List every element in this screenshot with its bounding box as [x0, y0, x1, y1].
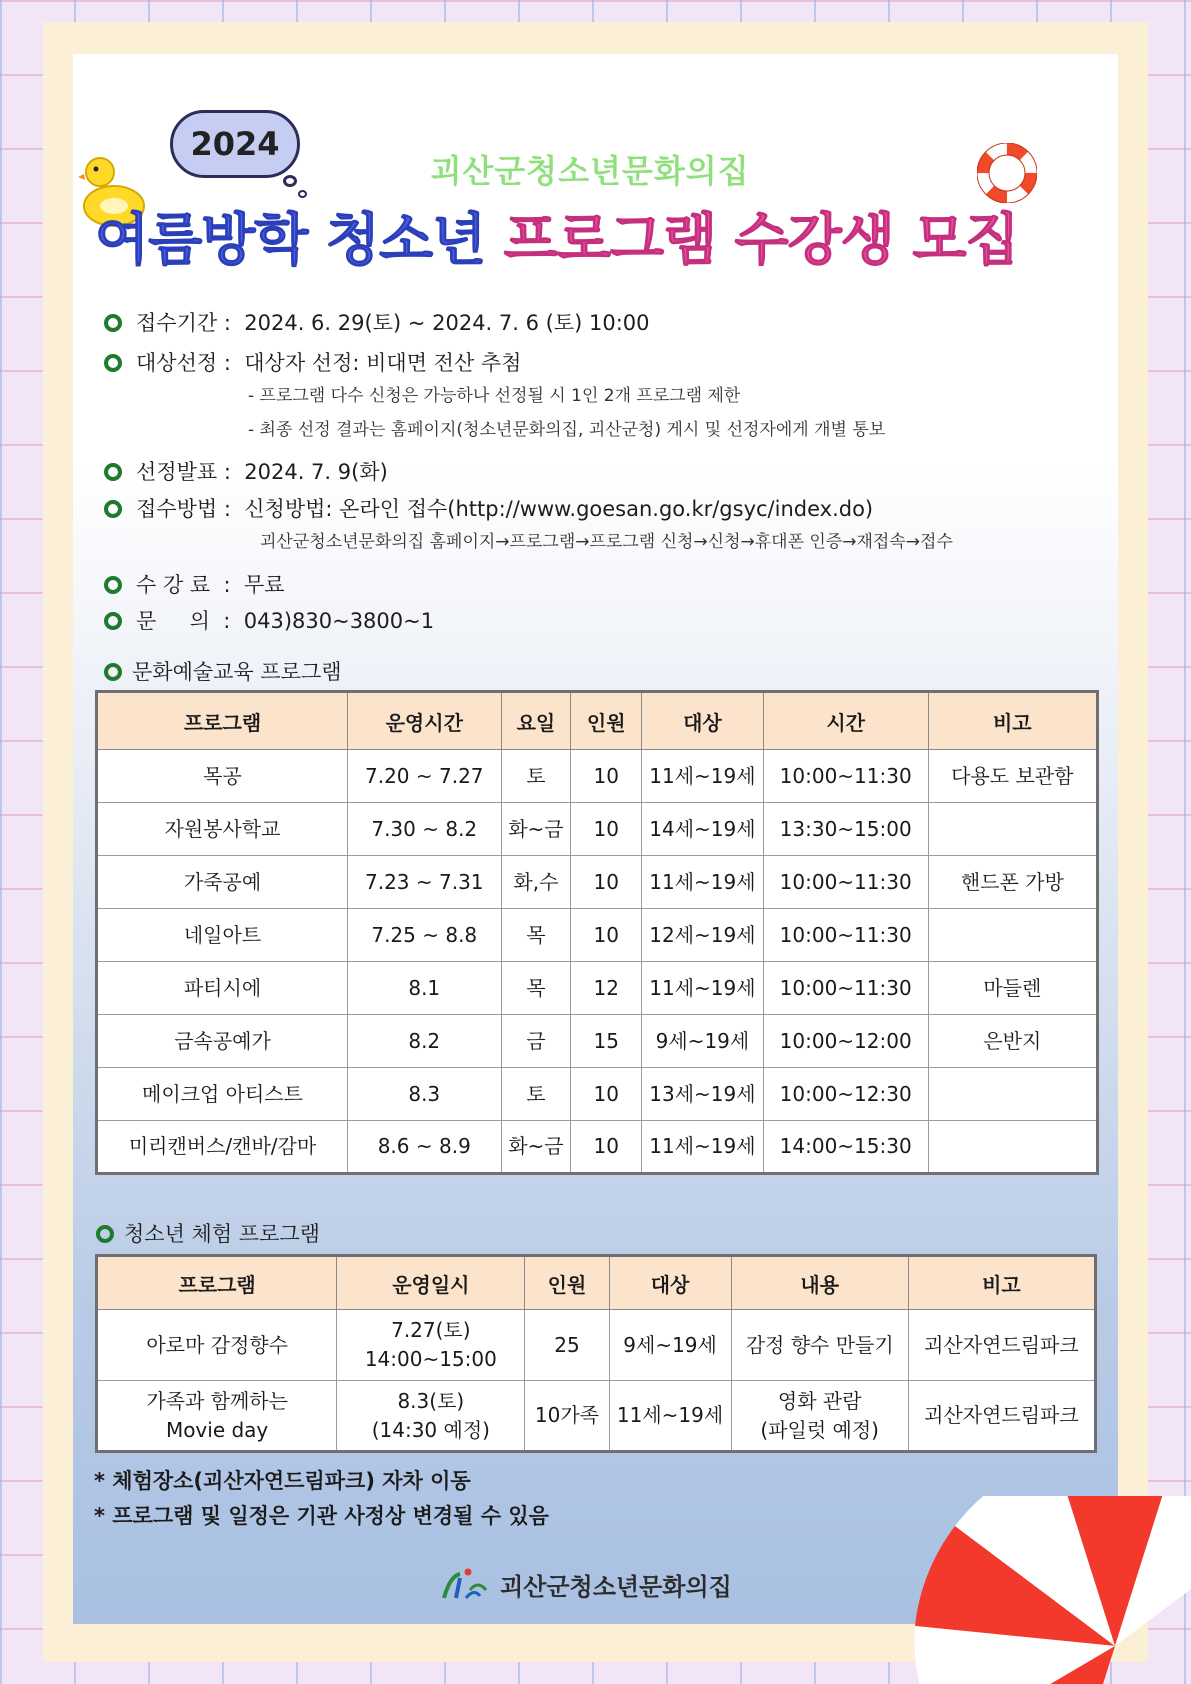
- info-period: [104, 307, 650, 337]
- column-header: 인원: [525, 1256, 609, 1310]
- cell-people: 12: [571, 962, 642, 1015]
- cell-day: 목: [501, 962, 571, 1015]
- cell-note: 은반지: [928, 1015, 1097, 1068]
- column-header: 운영일시: [337, 1256, 525, 1310]
- organization-logo-icon: [440, 1566, 492, 1602]
- column-header: 프로그램: [97, 1256, 337, 1310]
- note-location: * 체험장소(괴산자연드림파크) 자차 이동: [94, 1469, 471, 1493]
- column-header: 대상: [642, 692, 764, 750]
- cell-period: 8.3: [348, 1068, 502, 1121]
- beach-umbrella-icon: [905, 1496, 1191, 1684]
- cell-target: 11세~19세: [642, 750, 764, 803]
- year-cloud: [170, 110, 300, 178]
- cell-program: 네일아트: [97, 909, 348, 962]
- cell-day: 토: [501, 1068, 571, 1121]
- cell-people: 10가족: [525, 1381, 609, 1452]
- cell-time: 14:00~15:30: [763, 1121, 928, 1174]
- cell-target: 11세~19세: [642, 962, 764, 1015]
- cell-program: 미리캔버스/캔바/감마: [97, 1121, 348, 1174]
- contact-label: 문 의 :: [136, 609, 231, 633]
- life-ring-icon: [977, 143, 1037, 203]
- contact-value: 043)830~3800~1: [243, 609, 435, 633]
- column-header: 내용: [731, 1256, 908, 1310]
- cell-content: 영화 관람 (파일럿 예정): [731, 1381, 908, 1452]
- cell-day: 목: [501, 909, 571, 962]
- cell-people: 10: [571, 1068, 642, 1121]
- footer-org-name: 괴산군청소년문화의집: [500, 1572, 732, 1601]
- table-header-row: [97, 692, 1098, 750]
- column-header: 대상: [609, 1256, 731, 1310]
- column-header: 비고: [928, 692, 1097, 750]
- method-path: 괴산군청소년문화의집 홈페이지→프로그램→프로그램 신청→신청→휴대폰 인증→재접속→접수: [260, 532, 953, 552]
- column-header: 프로그램: [97, 692, 348, 750]
- table-row: [97, 1068, 1098, 1121]
- table-row: [97, 1121, 1098, 1174]
- culture-program-table: [95, 690, 1099, 1175]
- selection-label: 대상선정 :: [136, 351, 231, 375]
- period-value: 2024. 6. 29(토) ~ 2024. 7. 6 (토) 10:00: [244, 311, 650, 335]
- table-row: [97, 909, 1098, 962]
- cell-people: 10: [571, 803, 642, 856]
- cell-note: [928, 803, 1097, 856]
- announce-label: 선정발표 :: [136, 460, 231, 484]
- info-method: [104, 493, 873, 523]
- cell-period: 7.25 ~ 8.8: [348, 909, 502, 962]
- bullet-icon: [96, 1225, 114, 1243]
- cell-period: 8.2: [348, 1015, 502, 1068]
- cell-target: 11세~19세: [642, 856, 764, 909]
- bullet-icon: [104, 463, 122, 481]
- cell-time: 10:00~11:30: [763, 856, 928, 909]
- cell-program: 아로마 감정향수: [97, 1310, 337, 1381]
- table-header-row: [97, 1256, 1096, 1310]
- period-label: 접수기간 :: [136, 311, 231, 335]
- selection-value: 대상자 선정: 비대면 전산 추첨: [244, 351, 522, 375]
- bullet-icon: [104, 612, 122, 630]
- table-row: [97, 1015, 1098, 1068]
- cell-people: 10: [571, 856, 642, 909]
- selection-note-1: - 프로그램 다수 신청은 가능하나 선정될 시 1인 2개 프로그램 제한: [248, 386, 741, 406]
- cell-people: 10: [571, 750, 642, 803]
- note-schedule: * 프로그램 및 일정은 기관 사정상 변경될 수 있음: [94, 1504, 549, 1528]
- column-header: 요일: [501, 692, 571, 750]
- cell-date: 7.27(토) 14:00~15:00: [337, 1310, 525, 1381]
- cell-note: 괴산자연드림파크: [908, 1310, 1095, 1381]
- organization-title: 괴산군청소년문화의집: [430, 152, 750, 190]
- cell-program: 메이크업 아티스트: [97, 1068, 348, 1121]
- cell-time: 10:00~11:30: [763, 962, 928, 1015]
- cell-program: 가죽공예: [97, 856, 348, 909]
- info-announce: [104, 456, 388, 486]
- cell-day: 토: [501, 750, 571, 803]
- main-title-part2: 프로그램 수강생 모집: [503, 208, 1019, 273]
- experience-program-table: [95, 1254, 1097, 1453]
- experience-section-heading: 청소년 체험 프로그램: [96, 1218, 320, 1248]
- year-label: 2024: [190, 125, 280, 163]
- table-row: [97, 962, 1098, 1015]
- cell-target: 13세~19세: [642, 1068, 764, 1121]
- info-contact: [104, 605, 434, 635]
- culture-section-heading: 문화예술교육 프로그램: [104, 656, 342, 686]
- table-row: [97, 1310, 1096, 1381]
- main-title-part1: 여름방학 청소년: [95, 208, 486, 273]
- cell-day: 화~금: [501, 1121, 571, 1174]
- bullet-icon: [104, 314, 122, 332]
- cell-target: 12세~19세: [642, 909, 764, 962]
- cell-note: [928, 1068, 1097, 1121]
- cell-time: 10:00~11:30: [763, 909, 928, 962]
- bullet-icon: [104, 576, 122, 594]
- cell-day: 화,수: [501, 856, 571, 909]
- cloud-bubble-icon: [283, 175, 297, 187]
- cell-target: 9세~19세: [609, 1310, 731, 1381]
- cell-note: [928, 909, 1097, 962]
- table-row: [97, 803, 1098, 856]
- cell-target: 11세~19세: [642, 1121, 764, 1174]
- bullet-icon: [104, 500, 122, 518]
- cell-period: 7.30 ~ 8.2: [348, 803, 502, 856]
- cell-note: [928, 1121, 1097, 1174]
- fee-label: 수 강 료 :: [136, 573, 231, 597]
- table-row: [97, 856, 1098, 909]
- cell-note: 핸드폰 가방: [928, 856, 1097, 909]
- cell-note: 괴산자연드림파크: [908, 1381, 1095, 1452]
- fee-value: 무료: [244, 573, 285, 597]
- cell-period: 8.1: [348, 962, 502, 1015]
- method-value: 신청방법: 온라인 접수(http://www.goesan.go.kr/gsyc/index.do): [244, 497, 874, 521]
- cell-program: 자원봉사학교: [97, 803, 348, 856]
- cell-note: 마들렌: [928, 962, 1097, 1015]
- announce-value: 2024. 7. 9(화): [244, 460, 388, 484]
- column-header: 인원: [571, 692, 642, 750]
- cell-period: 8.6 ~ 8.9: [348, 1121, 502, 1174]
- table-row: [97, 750, 1098, 803]
- cell-program: 파티시에: [97, 962, 348, 1015]
- cell-people: 10: [571, 909, 642, 962]
- info-selection: [104, 347, 521, 377]
- cell-target: 11세~19세: [609, 1381, 731, 1452]
- cell-time: 10:00~11:30: [763, 750, 928, 803]
- cell-day: 금: [501, 1015, 571, 1068]
- table-row: [97, 1381, 1096, 1452]
- cell-program: 목공: [97, 750, 348, 803]
- cell-period: 7.20 ~ 7.27: [348, 750, 502, 803]
- cell-period: 7.23 ~ 7.31: [348, 856, 502, 909]
- main-title: [95, 196, 1105, 273]
- cell-note: 다용도 보관함: [928, 750, 1097, 803]
- cell-time: 10:00~12:00: [763, 1015, 928, 1068]
- cell-target: 9세~19세: [642, 1015, 764, 1068]
- selection-note-2: - 최종 선정 결과는 홈페이지(청소년문화의집, 괴산군청) 게시 및 선정자에게 개별 통보: [248, 420, 886, 440]
- cell-time: 13:30~15:00: [763, 803, 928, 856]
- cell-program: 가족과 함께하는 Movie day: [97, 1381, 337, 1452]
- column-header: 시간: [763, 692, 928, 750]
- cell-program: 금속공예가: [97, 1015, 348, 1068]
- cell-date: 8.3(토) (14:30 예정): [337, 1381, 525, 1452]
- footer-logo: [440, 1566, 732, 1602]
- bullet-icon: [104, 354, 122, 372]
- method-label: 접수방법 :: [136, 497, 231, 521]
- cell-people: 25: [525, 1310, 609, 1381]
- cell-day: 화~금: [501, 803, 571, 856]
- cell-time: 10:00~12:30: [763, 1068, 928, 1121]
- cell-people: 15: [571, 1015, 642, 1068]
- column-header: 운영시간: [348, 692, 502, 750]
- cell-target: 14세~19세: [642, 803, 764, 856]
- cell-people: 10: [571, 1121, 642, 1174]
- info-fee: [104, 569, 285, 599]
- bullet-icon: [104, 663, 122, 681]
- cell-content: 감정 향수 만들기: [731, 1310, 908, 1381]
- column-header: 비고: [908, 1256, 1095, 1310]
